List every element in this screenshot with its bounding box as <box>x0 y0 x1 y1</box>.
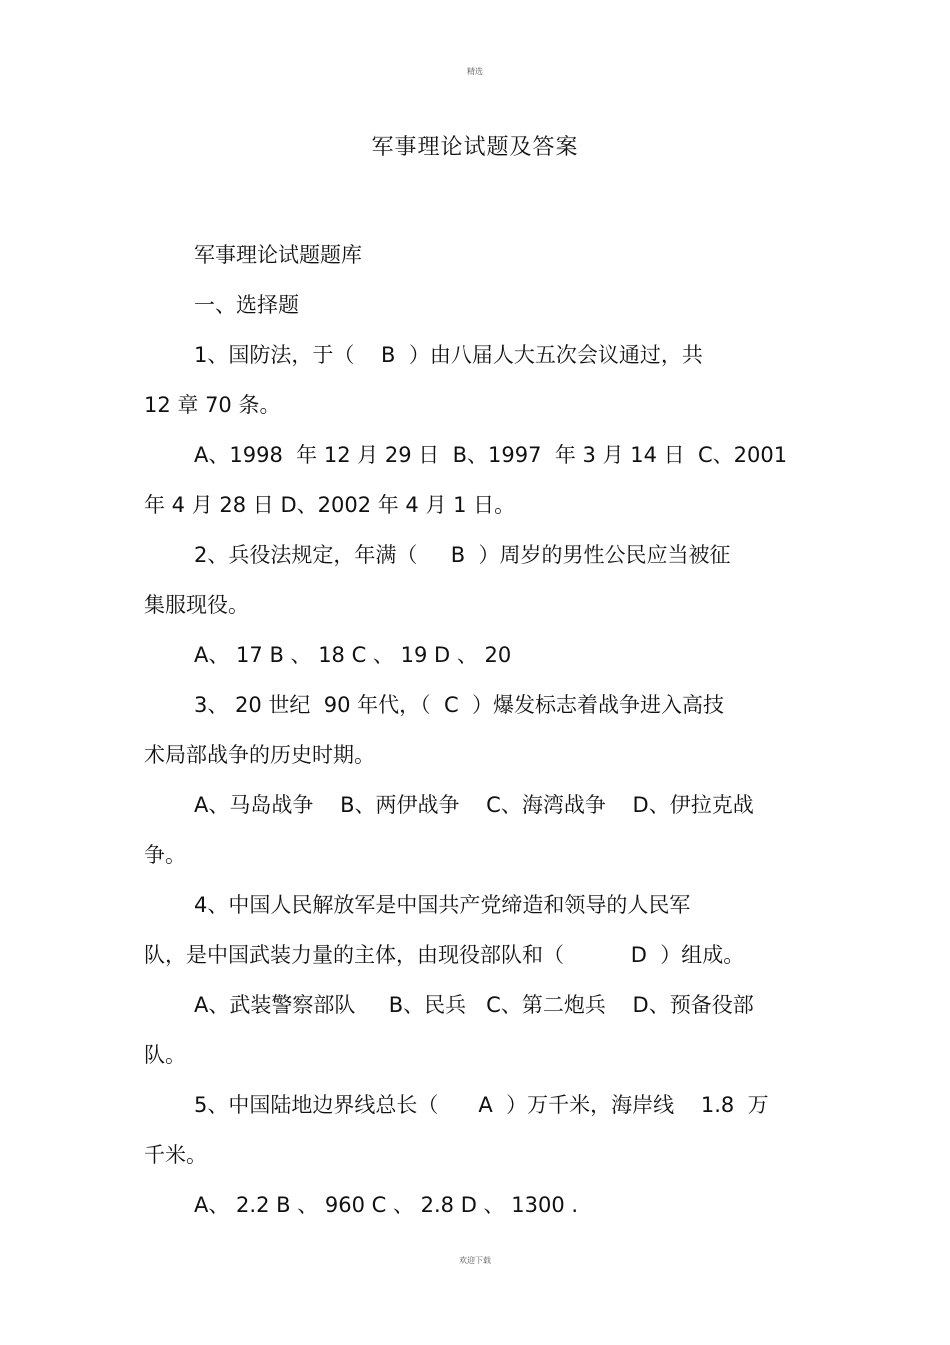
question-options-continuation: 队。 <box>144 1043 186 1067</box>
part-heading: 一、选择题 <box>194 293 299 317</box>
question-stem <box>144 880 812 930</box>
question-options <box>144 780 812 830</box>
question-stem <box>144 530 812 580</box>
question-stem-continuation: 12 章 70 条。 <box>144 393 281 417</box>
question-options-line: A、 17 B 、 18 C 、 19 D 、 20 <box>194 643 512 667</box>
question-stem-continuation <box>144 930 812 980</box>
question-stem <box>144 680 812 730</box>
question-options-line: A、1998 年 12 月 29 日 B、1997 年 3 月 14 日 C、2001 <box>194 443 788 467</box>
question-options <box>144 630 812 680</box>
question-stem-continuation: 千米。 <box>144 1143 207 1167</box>
document-title: 军事理论试题及答案 <box>371 135 579 160</box>
question-options-line: A、马岛战争 B、两伊战争 C、海湾战争 D、伊拉克战 <box>194 793 754 817</box>
question-stem-line: 1、国防法，于（ B ）由八届人大五次会议通过，共 <box>194 343 703 367</box>
question-options-line: A、 2.2 B 、 960 C 、 2.8 D 、 1300 . <box>194 1193 579 1217</box>
question-stem-continuation: 术局部战争的历史时期。 <box>144 743 375 767</box>
question-options <box>144 980 812 1030</box>
question-options <box>144 430 812 480</box>
question-options-line: A、武装警察部队 B、民兵 C、第二炮兵 D、预备役部 <box>194 993 754 1017</box>
question-stem <box>144 330 812 380</box>
header-watermark: 精选 <box>467 67 483 76</box>
footer-watermark: 欢迎下载 <box>459 1256 491 1265</box>
question-stem-line: 3、 20 世纪 90 年代，（ C ）爆发标志着战争进入高技 <box>194 693 725 717</box>
question-options-continuation: 争。 <box>144 843 186 867</box>
question-stem-continuation: 集服现役。 <box>144 593 249 617</box>
question-options-continuation: 年 4 月 28 日 D、2002 年 4 月 1 日。 <box>144 493 516 517</box>
question-stem-line: 队，是中国武装力量的主体，由现役部队和（ D ）组成。 <box>144 943 745 967</box>
question-stem <box>144 1080 812 1130</box>
document-body <box>144 230 812 1230</box>
question-options <box>144 1180 812 1230</box>
question-stem-line: 5、中国陆地边界线总长（ A ）万千米，海岸线 1.8 万 <box>194 1093 769 1117</box>
section-heading: 军事理论试题题库 <box>194 243 362 267</box>
question-stem-line: 2、兵役法规定，年满（ B ）周岁的男性公民应当被征 <box>194 543 731 567</box>
question-stem-line: 4、中国人民解放军是中国共产党缔造和领导的人民军 <box>194 893 691 917</box>
